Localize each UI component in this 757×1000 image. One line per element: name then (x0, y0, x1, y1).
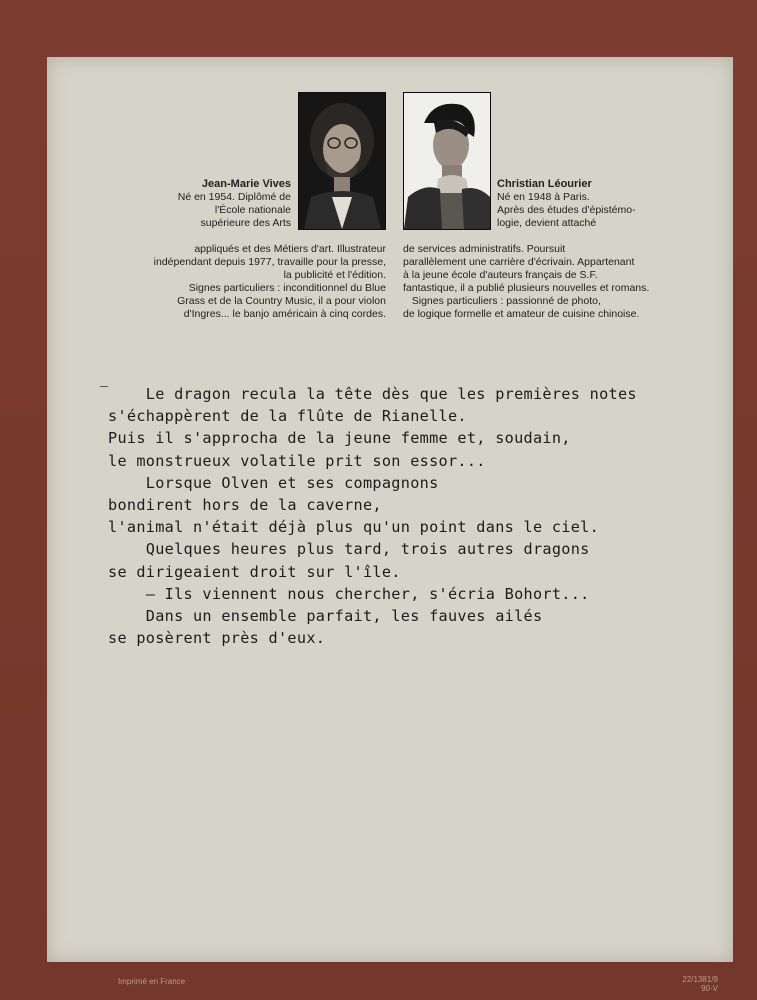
catalog-code-line: 90-V (701, 984, 718, 993)
story-line: s'échappèrent de la flûte de Rianelle. (108, 407, 467, 426)
story-excerpt (108, 383, 708, 649)
bio-line: indépendant depuis 1977, travaille pour la presse, (153, 256, 386, 268)
bio-line: à la jeune école d'auteurs français de S.F. (403, 269, 598, 281)
story-line: le monstrueux volatile prit son essor... (108, 451, 486, 470)
printed-in-label: Imprimé en France (118, 977, 186, 986)
bio-line: Signes particuliers : passionné de photo, (403, 295, 601, 307)
story-line: — Ils viennent nous chercher, s'écria Bohort... (108, 584, 590, 603)
bio-vives-details (60, 243, 386, 321)
story-line: Puis il s'approcha de la jeune femme et, soudain, (108, 429, 571, 448)
portrait-leourier-image (404, 93, 490, 229)
story-line: Le dragon recula la tête dès que les premières notes (108, 385, 637, 403)
bio-line: d'Ingres... le banjo américain à cinq cordes. (183, 308, 386, 320)
bio-line: de logique formelle et amateur de cuisine chinoise. (403, 308, 640, 320)
bio-line: fantastique, il a publié plusieurs nouvelles et romans. (403, 282, 650, 294)
story-line: Lorsque Olven et ses compagnons (108, 473, 439, 492)
bio-leourier-details (403, 243, 703, 321)
catalog-code (618, 975, 718, 993)
story-line: Dans un ensemble parfait, les fauves ailés (108, 607, 543, 626)
bio-line: supérieure des Arts (200, 217, 291, 229)
catalog-code-line: 22/1381/9 (682, 975, 718, 984)
bio-line: Après des études d'épistémo- (497, 204, 636, 216)
bio-line: Signes particuliers : inconditionnel du Blue (188, 282, 386, 294)
bio-line: la publicité et l'édition. (283, 269, 386, 281)
story-line: bondirent hors de la caverne, (108, 496, 382, 515)
story-line: se posèrent près d'eux. (108, 629, 326, 648)
bio-line: de services administratifs. Poursuit (403, 243, 566, 255)
portrait-vives-image (299, 93, 385, 229)
bio-line: Né en 1954. Diplômé de (177, 191, 291, 203)
author-photo-vives (298, 92, 386, 230)
bio-vives-intro (150, 178, 291, 230)
story-line: l'animal n'était déjà plus qu'un point dans le ciel. (108, 518, 600, 537)
bio-line: appliqués et des Métiers d'art. Illustrateur (194, 243, 386, 255)
bio-line: l'École nationale (214, 204, 291, 216)
bio-line: logie, devient attaché (497, 217, 597, 229)
mark-dash (100, 386, 108, 387)
bio-line: parallèlement une carrière d'écrivain. Appartenant (403, 256, 635, 268)
author-photo-leourier (403, 92, 491, 230)
author-name-leourier: Christian Léourier (497, 178, 592, 190)
author-name-vives: Jean-Marie Vives (201, 178, 291, 190)
story-line: Quelques heures plus tard, trois autres dragons (108, 540, 590, 559)
bio-line: Né en 1948 à Paris. (497, 191, 590, 203)
story-line: se dirigeaient droit sur l'île. (108, 562, 401, 581)
bio-line: Grass et de la Country Music, il a pour violon (177, 295, 386, 307)
bio-leourier-intro (497, 178, 667, 230)
